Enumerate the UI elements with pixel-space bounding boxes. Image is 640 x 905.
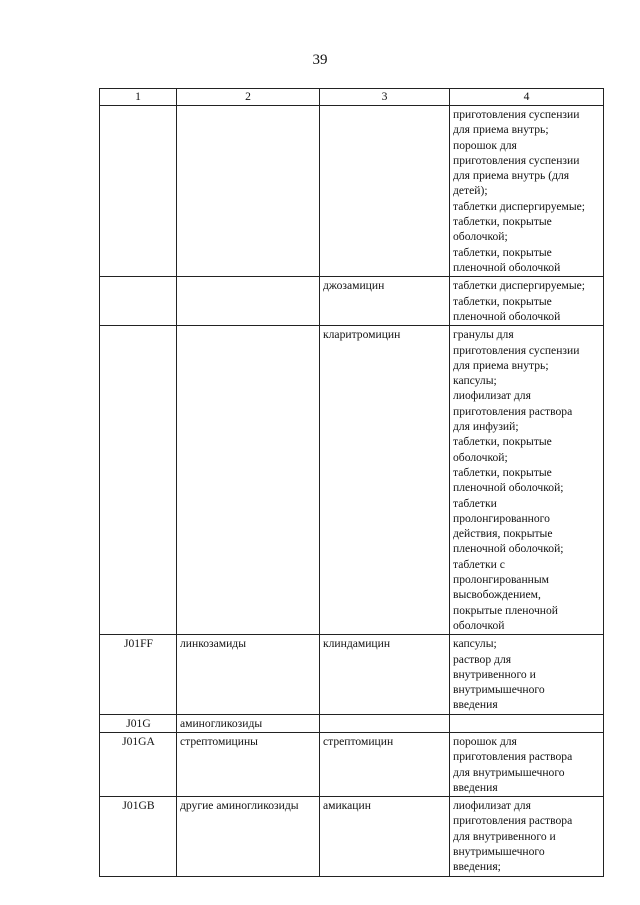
drug-name-cell: клиндамицин (320, 635, 450, 714)
drug-name-cell: стрептомицин (320, 732, 450, 796)
dosage-forms-cell: приготовления суспензии для приема внутрь; порошок для приготовления суспензии для приема внутрь (для детей); таблетки диспергируемые; таблетки, покрытые оболочкой; таблетки, покрытые пленочной оболочкой (450, 106, 604, 277)
table-row (100, 714, 604, 732)
header-cell: 3 (320, 89, 450, 106)
atc-code-cell: J01GB (100, 797, 177, 876)
atc-code-cell: J01G (100, 714, 177, 732)
group-cell: линкозамиды (177, 635, 320, 714)
atc-code-cell (100, 106, 177, 277)
table-row (100, 326, 604, 635)
group-cell (177, 326, 320, 635)
table-row (100, 797, 604, 876)
header-cell: 1 (100, 89, 177, 106)
group-cell: стрептомицины (177, 732, 320, 796)
dosage-forms-cell: таблетки диспергируемые; таблетки, покрытые пленочной оболочкой (450, 277, 604, 326)
table-row (100, 277, 604, 326)
dosage-forms-cell: лиофилизат для приготовления раствора для внутривенного и внутримышечного введения; (450, 797, 604, 876)
table-row (100, 635, 604, 714)
atc-code-cell (100, 277, 177, 326)
atc-code-cell: J01GA (100, 732, 177, 796)
group-cell: аминогликозиды (177, 714, 320, 732)
page-number: 39 (312, 52, 328, 68)
drug-name-cell (320, 714, 450, 732)
group-cell (177, 106, 320, 277)
header-cell: 2 (177, 89, 320, 106)
group-cell: другие аминогликозиды (177, 797, 320, 876)
drug-name-cell: кларитромицин (320, 326, 450, 635)
table-row (100, 106, 604, 277)
dosage-forms-cell: капсулы; раствор для внутривенного и внутримышечного введения (450, 635, 604, 714)
drug-name-cell: джозамицин (320, 277, 450, 326)
drug-name-cell: амикацин (320, 797, 450, 876)
header-cell: 4 (450, 89, 604, 106)
drug-name-cell (320, 106, 450, 277)
table-row (100, 732, 604, 796)
atc-code-cell (100, 326, 177, 635)
atc-code-cell: J01FF (100, 635, 177, 714)
dosage-forms-cell: порошок для приготовления раствора для внутримышечного введения (450, 732, 604, 796)
table-header-row (100, 89, 604, 106)
dosage-forms-cell (450, 714, 604, 732)
group-cell (177, 277, 320, 326)
drug-table (99, 88, 604, 877)
dosage-forms-cell: гранулы для приготовления суспензии для приема внутрь; капсулы; лиофилизат для приготовления раствора для инфузий; таблетки, покрытые оболочкой; таблетки, покрытые пленочной оболочкой; таблетки пролонгированного действия, покрытые пленочной оболочкой; таблетки с пролонгированным высвобождением, покрытые пленочной оболочкой (450, 326, 604, 635)
